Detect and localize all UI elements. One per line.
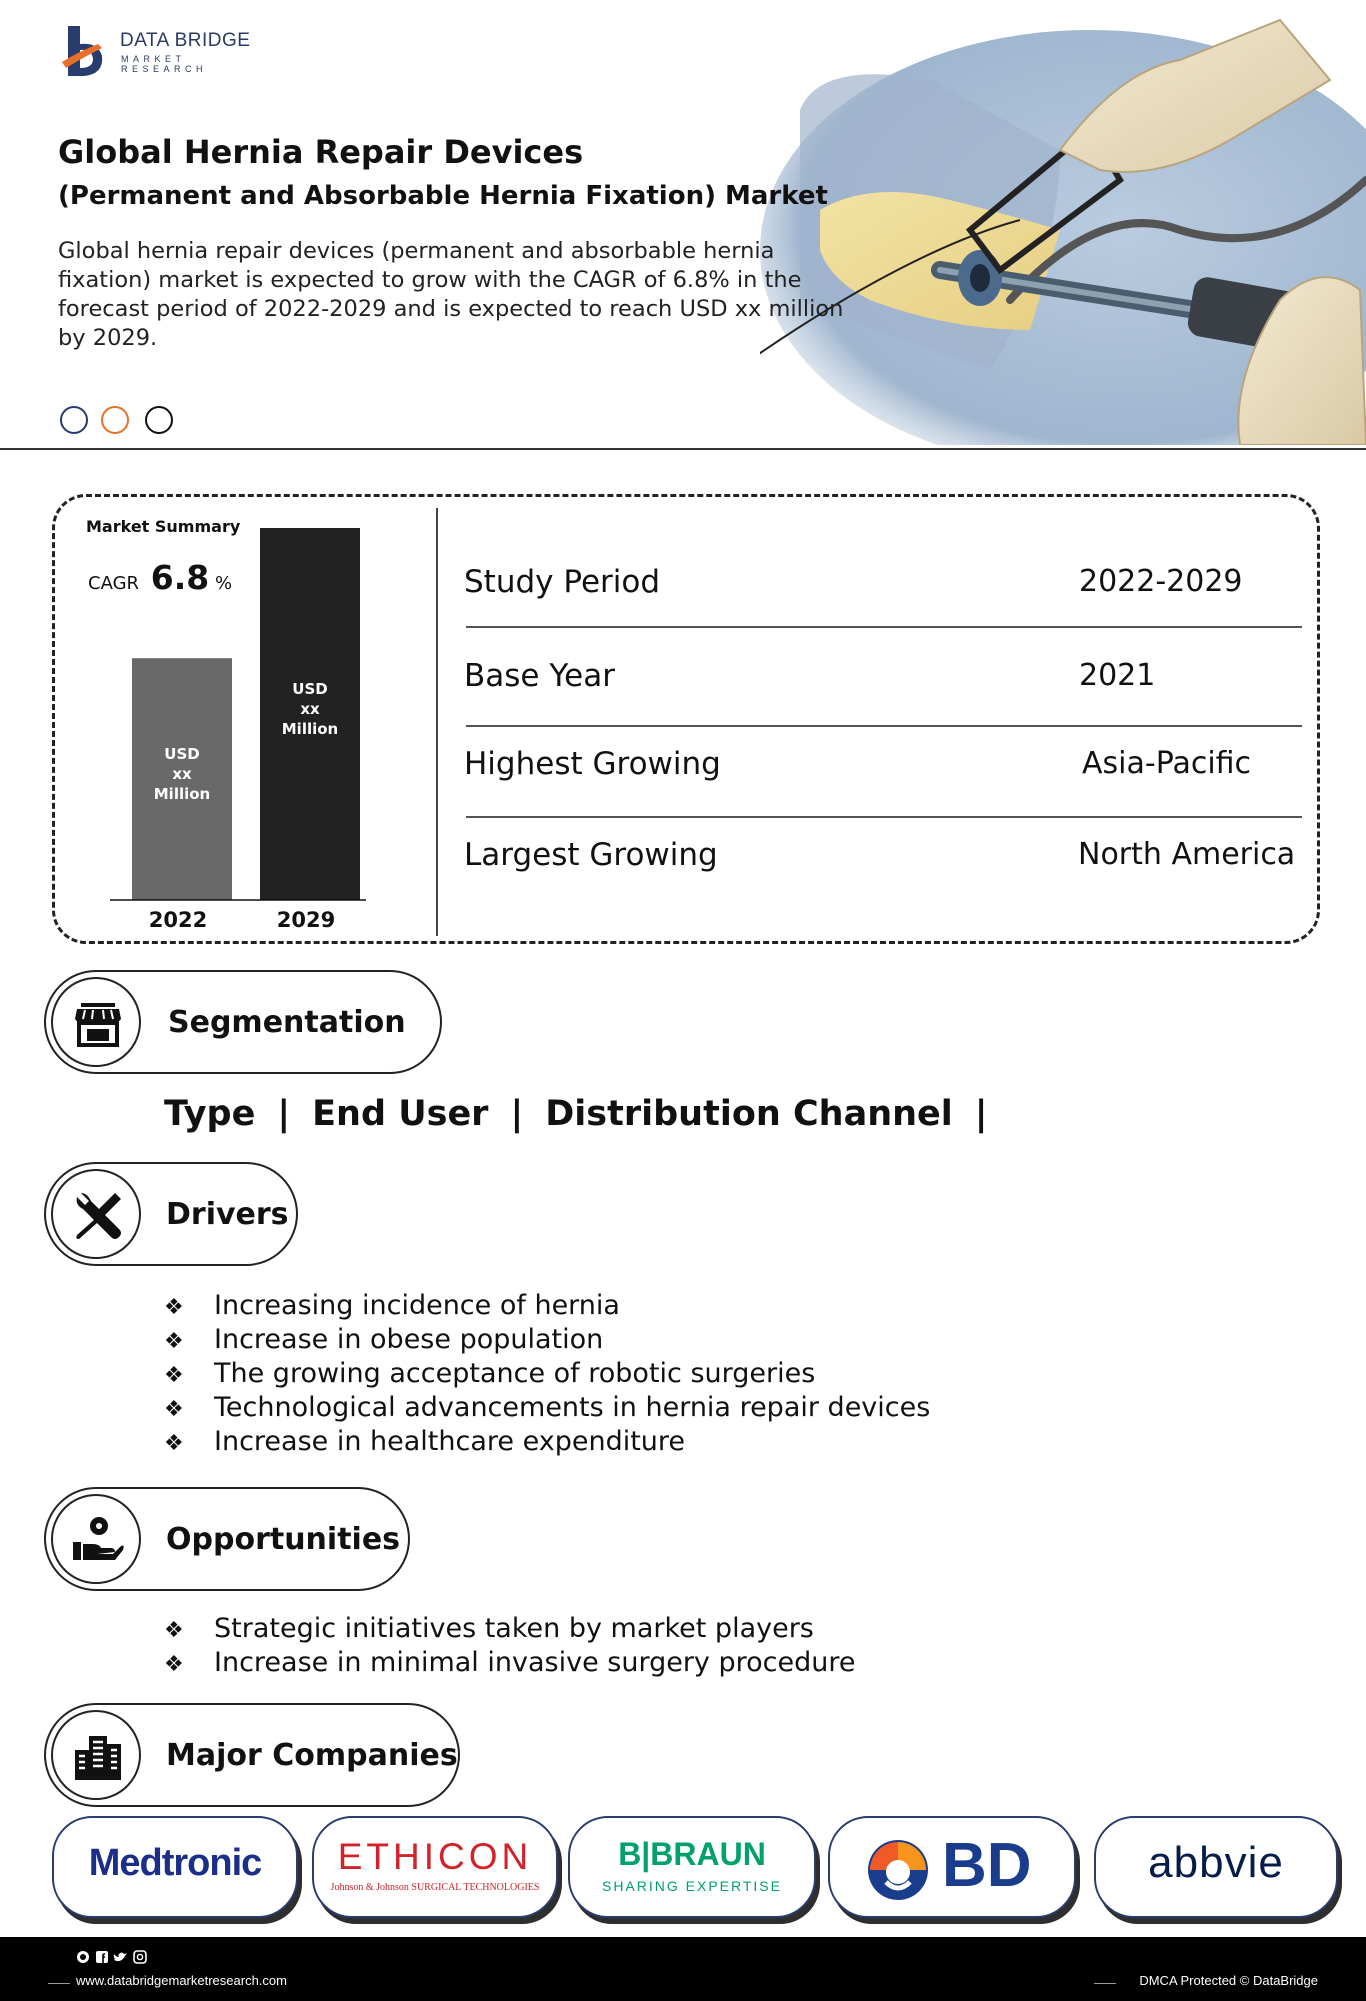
footer-website-link[interactable]: www.databridgemarketresearch.com bbox=[76, 1973, 287, 1988]
hand-coin-icon bbox=[71, 1514, 125, 1568]
bar-data-label: USD bbox=[292, 680, 328, 698]
page-subtitle: (Permanent and Absorbable Hernia Fixation) Market bbox=[58, 181, 828, 211]
market-summary-chart bbox=[70, 506, 400, 936]
opportunities-list bbox=[164, 1612, 855, 1680]
segment-item[interactable]: Distribution Channel bbox=[545, 1094, 953, 1134]
segment-separator: | bbox=[277, 1094, 291, 1134]
bar-data-label: USD bbox=[164, 745, 200, 764]
bar-data-label: Million bbox=[281, 720, 339, 738]
bullet-icon: ❖ bbox=[164, 1397, 184, 1422]
bullet-icon: ❖ bbox=[164, 1295, 184, 1320]
bar-data-label: xx bbox=[172, 765, 192, 784]
summary-label: Highest Growing bbox=[464, 746, 721, 782]
summary-row-largest-growing bbox=[464, 822, 1302, 902]
instagram-icon[interactable] bbox=[134, 1951, 146, 1963]
companies-icon-circle bbox=[51, 1710, 141, 1800]
bullet-icon: ❖ bbox=[164, 1652, 184, 1677]
company-bbraun[interactable] bbox=[568, 1816, 816, 1918]
header-divider bbox=[0, 448, 1366, 450]
carousel-dot[interactable] bbox=[145, 406, 173, 434]
section-drivers[interactable] bbox=[44, 1162, 298, 1266]
summary-value: Asia-Pacific bbox=[1082, 746, 1252, 781]
company-abbvie[interactable] bbox=[1094, 1816, 1338, 1918]
company-logo-text: abbvie bbox=[1148, 1838, 1284, 1887]
company-logo-text: B|BRAUN bbox=[618, 1836, 766, 1872]
company-logo-text: Medtronic bbox=[88, 1842, 262, 1884]
drivers-list bbox=[164, 1289, 930, 1459]
section-label: Major Companies bbox=[166, 1738, 458, 1773]
logo-mark-icon bbox=[58, 22, 116, 80]
surgery-illustration bbox=[760, 0, 1366, 445]
bullet-icon: ❖ bbox=[164, 1431, 184, 1456]
summary-value: North America bbox=[1078, 837, 1296, 872]
list-item: ❖ Increasing incidence of hernia bbox=[164, 1289, 930, 1323]
summary-row-base-year bbox=[464, 640, 1302, 720]
cagr-label bbox=[88, 558, 232, 597]
facebook-icon[interactable] bbox=[96, 1951, 108, 1963]
list-item: ❖ Strategic initiatives taken by market players bbox=[164, 1612, 855, 1646]
section-major-companies[interactable] bbox=[44, 1703, 460, 1807]
chart-heading: Market Summary bbox=[86, 517, 241, 536]
social-icons bbox=[76, 1948, 176, 1966]
summary-value: 2022-2029 bbox=[1079, 564, 1243, 599]
bullet-icon: ❖ bbox=[164, 1363, 184, 1388]
intro-paragraph: Global hernia repair devices (permanent and absorbable hernia fixation) market is expected to grow with the CAGR of 6.8% in the forecast period of 2022-2029 and is expected to reach USD xx million by 2029. bbox=[58, 238, 844, 351]
segment-separator: | bbox=[974, 1094, 988, 1134]
section-label: Segmentation bbox=[168, 1005, 406, 1040]
segment-separator: | bbox=[510, 1094, 524, 1134]
company-medtronic[interactable] bbox=[52, 1816, 298, 1918]
summary-label: Base Year bbox=[464, 658, 615, 694]
summary-rule bbox=[466, 816, 1302, 818]
section-opportunities[interactable] bbox=[44, 1487, 410, 1591]
bd-sunburst-icon bbox=[866, 1838, 930, 1902]
list-item: ❖ The growing acceptance of robotic surgeries bbox=[164, 1357, 930, 1391]
segmentation-list bbox=[164, 1094, 1010, 1134]
brand-logo[interactable] bbox=[58, 22, 258, 82]
bar-chart bbox=[70, 506, 400, 936]
summary-value: 2021 bbox=[1079, 658, 1156, 693]
footer-divider bbox=[48, 1983, 70, 1984]
tools-icon bbox=[71, 1189, 125, 1243]
company-logo-subtext: Johnson & Johnson SURGICAL TECHNOLOGIES bbox=[330, 1882, 540, 1893]
summary-rule bbox=[466, 626, 1302, 628]
section-label: Opportunities bbox=[166, 1522, 401, 1557]
summary-rule bbox=[466, 725, 1302, 727]
list-item: ❖ Increase in obese population bbox=[164, 1323, 930, 1357]
brand-tagline: MARKET RESEARCH bbox=[121, 54, 208, 74]
segment-item[interactable]: Type bbox=[164, 1094, 256, 1134]
bullet-icon: ❖ bbox=[164, 1618, 184, 1643]
company-bd[interactable] bbox=[828, 1816, 1076, 1918]
storefront-icon bbox=[71, 997, 125, 1051]
company-logo-text: BD bbox=[942, 1831, 1032, 1900]
x-tick-label: 2022 bbox=[148, 908, 208, 932]
carousel-dot[interactable] bbox=[60, 406, 88, 434]
summary-row-highest-growing bbox=[464, 730, 1302, 810]
carousel-dot[interactable] bbox=[101, 406, 129, 434]
company-logo-subtext: SHARING EXPERTISE bbox=[601, 1878, 782, 1894]
cagr-unit: % bbox=[214, 573, 233, 594]
twitter-icon[interactable] bbox=[114, 1953, 127, 1962]
summary-label: Largest Growing bbox=[464, 837, 718, 873]
bullet-icon: ❖ bbox=[164, 1329, 184, 1354]
bar-data-label: Million bbox=[153, 785, 211, 804]
summary-divider bbox=[436, 508, 438, 936]
opportunities-icon-circle bbox=[51, 1494, 141, 1584]
summary-label: Study Period bbox=[464, 564, 661, 600]
cagr-value: 6.8 bbox=[150, 558, 210, 597]
building-icon bbox=[71, 1730, 125, 1784]
section-label: Drivers bbox=[166, 1197, 289, 1232]
footer-dmca-text: DMCA Protected © DataBridge bbox=[1139, 1973, 1318, 1988]
bar-data-label: xx bbox=[300, 700, 320, 718]
page-title: Global Hernia Repair Devices bbox=[58, 133, 584, 171]
cagr-label-text: CAGR bbox=[88, 573, 140, 594]
brand-name: DATA BRIDGE bbox=[120, 30, 251, 51]
drivers-icon-circle bbox=[51, 1169, 141, 1259]
section-segmentation[interactable] bbox=[44, 970, 442, 1074]
footer-divider bbox=[1094, 1983, 1116, 1984]
company-ethicon[interactable] bbox=[312, 1816, 558, 1918]
segment-item[interactable]: End User bbox=[312, 1094, 489, 1134]
company-logo-text: ETHICON bbox=[337, 1836, 533, 1877]
page-footer bbox=[0, 1937, 1366, 2001]
list-item: ❖ Increase in healthcare expenditure bbox=[164, 1425, 930, 1459]
summary-row-study-period bbox=[464, 544, 1302, 624]
whatsapp-icon[interactable] bbox=[77, 1951, 89, 1963]
list-item: ❖ Technological advancements in hernia repair devices bbox=[164, 1391, 930, 1425]
x-tick-label: 2029 bbox=[276, 908, 336, 932]
list-item: ❖ Increase in minimal invasive surgery procedure bbox=[164, 1646, 855, 1680]
segmentation-icon-circle bbox=[51, 977, 141, 1067]
